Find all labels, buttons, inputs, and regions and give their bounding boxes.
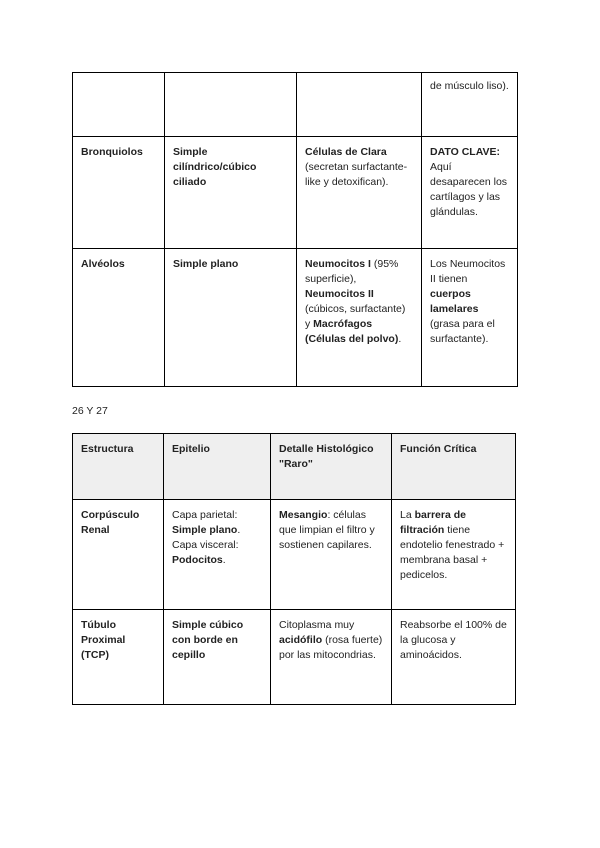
text: (rosa fuerte) por las mitocondrias. xyxy=(279,634,383,661)
bold-text: Macrófagos (Células del polvo) xyxy=(305,318,399,345)
bold-text: Neumocitos I xyxy=(305,258,371,270)
table-cell: Bronquiolos xyxy=(73,137,165,249)
text: Citoplasma muy xyxy=(279,619,355,631)
bold-text: Neumocitos II xyxy=(305,288,374,300)
column-header: Estructura xyxy=(73,434,164,500)
table-cell: Simple cilíndrico/cúbico ciliado xyxy=(165,137,297,249)
bold-text: barrera de filtración xyxy=(400,509,466,536)
text: Reabsorbe el 100% de la glucosa y aminoácidos. xyxy=(400,619,507,661)
table-cell xyxy=(271,610,392,705)
table-cell xyxy=(164,610,271,705)
table-cell: Corpúsculo Renal xyxy=(73,500,164,610)
bold-text: cuerpos lamelares xyxy=(430,288,479,315)
text: (cúbicos, surfactante) y xyxy=(305,303,406,330)
table-cell xyxy=(297,73,422,137)
section-heading: 26 Y 27 xyxy=(72,405,108,417)
table-cell xyxy=(422,73,518,137)
text: . xyxy=(222,554,226,566)
text: . Capa visceral: xyxy=(172,524,241,551)
bold-text: Simple cúbico con borde en cepillo xyxy=(172,619,244,661)
column-header: Función Crítica xyxy=(392,434,516,500)
table-cell: Alvéolos xyxy=(73,249,165,387)
bold-text: DATO CLAVE: xyxy=(430,146,500,158)
table-cell xyxy=(422,137,518,249)
table-cell xyxy=(165,73,297,137)
bold-text: Mesangio xyxy=(279,509,328,521)
text: La xyxy=(400,509,415,521)
table-renal xyxy=(72,433,516,705)
table-cell xyxy=(392,500,516,610)
column-header: Detalle Histológico "Raro" xyxy=(271,434,392,500)
text: tiene endotelio fenestrado + membrana basal + pedicelos. xyxy=(400,524,505,581)
table-header-row xyxy=(73,434,516,500)
text: : células que limpian el filtro y sostienen capilares. xyxy=(279,509,375,551)
text: . xyxy=(398,333,402,345)
table-row xyxy=(73,73,518,137)
text: Capa parietal: xyxy=(172,509,238,521)
table-cell xyxy=(297,249,422,387)
bold-text: Podocitos xyxy=(172,554,223,566)
table-respiratory xyxy=(72,72,518,387)
table-cell xyxy=(297,137,422,249)
table-cell xyxy=(422,249,518,387)
bold-text: acidófilo xyxy=(279,634,323,646)
table-cell xyxy=(271,500,392,610)
table-row xyxy=(73,249,518,387)
table-row xyxy=(73,500,516,610)
table-cell: Túbulo Proximal (TCP) xyxy=(73,610,164,705)
bold-text: Células de Clara xyxy=(305,146,387,158)
table-cell: Simple plano xyxy=(165,249,297,387)
table-row xyxy=(73,137,518,249)
table-cell xyxy=(392,610,516,705)
text: (secretan surfactante-like y detoxifican). xyxy=(305,161,408,188)
table-cell xyxy=(73,73,165,137)
text: (grasa para el surfactante). xyxy=(430,318,495,345)
text: Aquí desaparecen los cartílagos y las glándulas. xyxy=(430,161,508,218)
bold-text: Simple plano xyxy=(172,524,238,536)
table-row xyxy=(73,610,516,705)
text: (95% superficie), xyxy=(305,258,399,285)
column-header: Epitelio xyxy=(164,434,271,500)
table-cell xyxy=(164,500,271,610)
text: Los Neumocitos II tienen xyxy=(430,258,506,285)
text: de músculo liso). xyxy=(430,80,509,92)
